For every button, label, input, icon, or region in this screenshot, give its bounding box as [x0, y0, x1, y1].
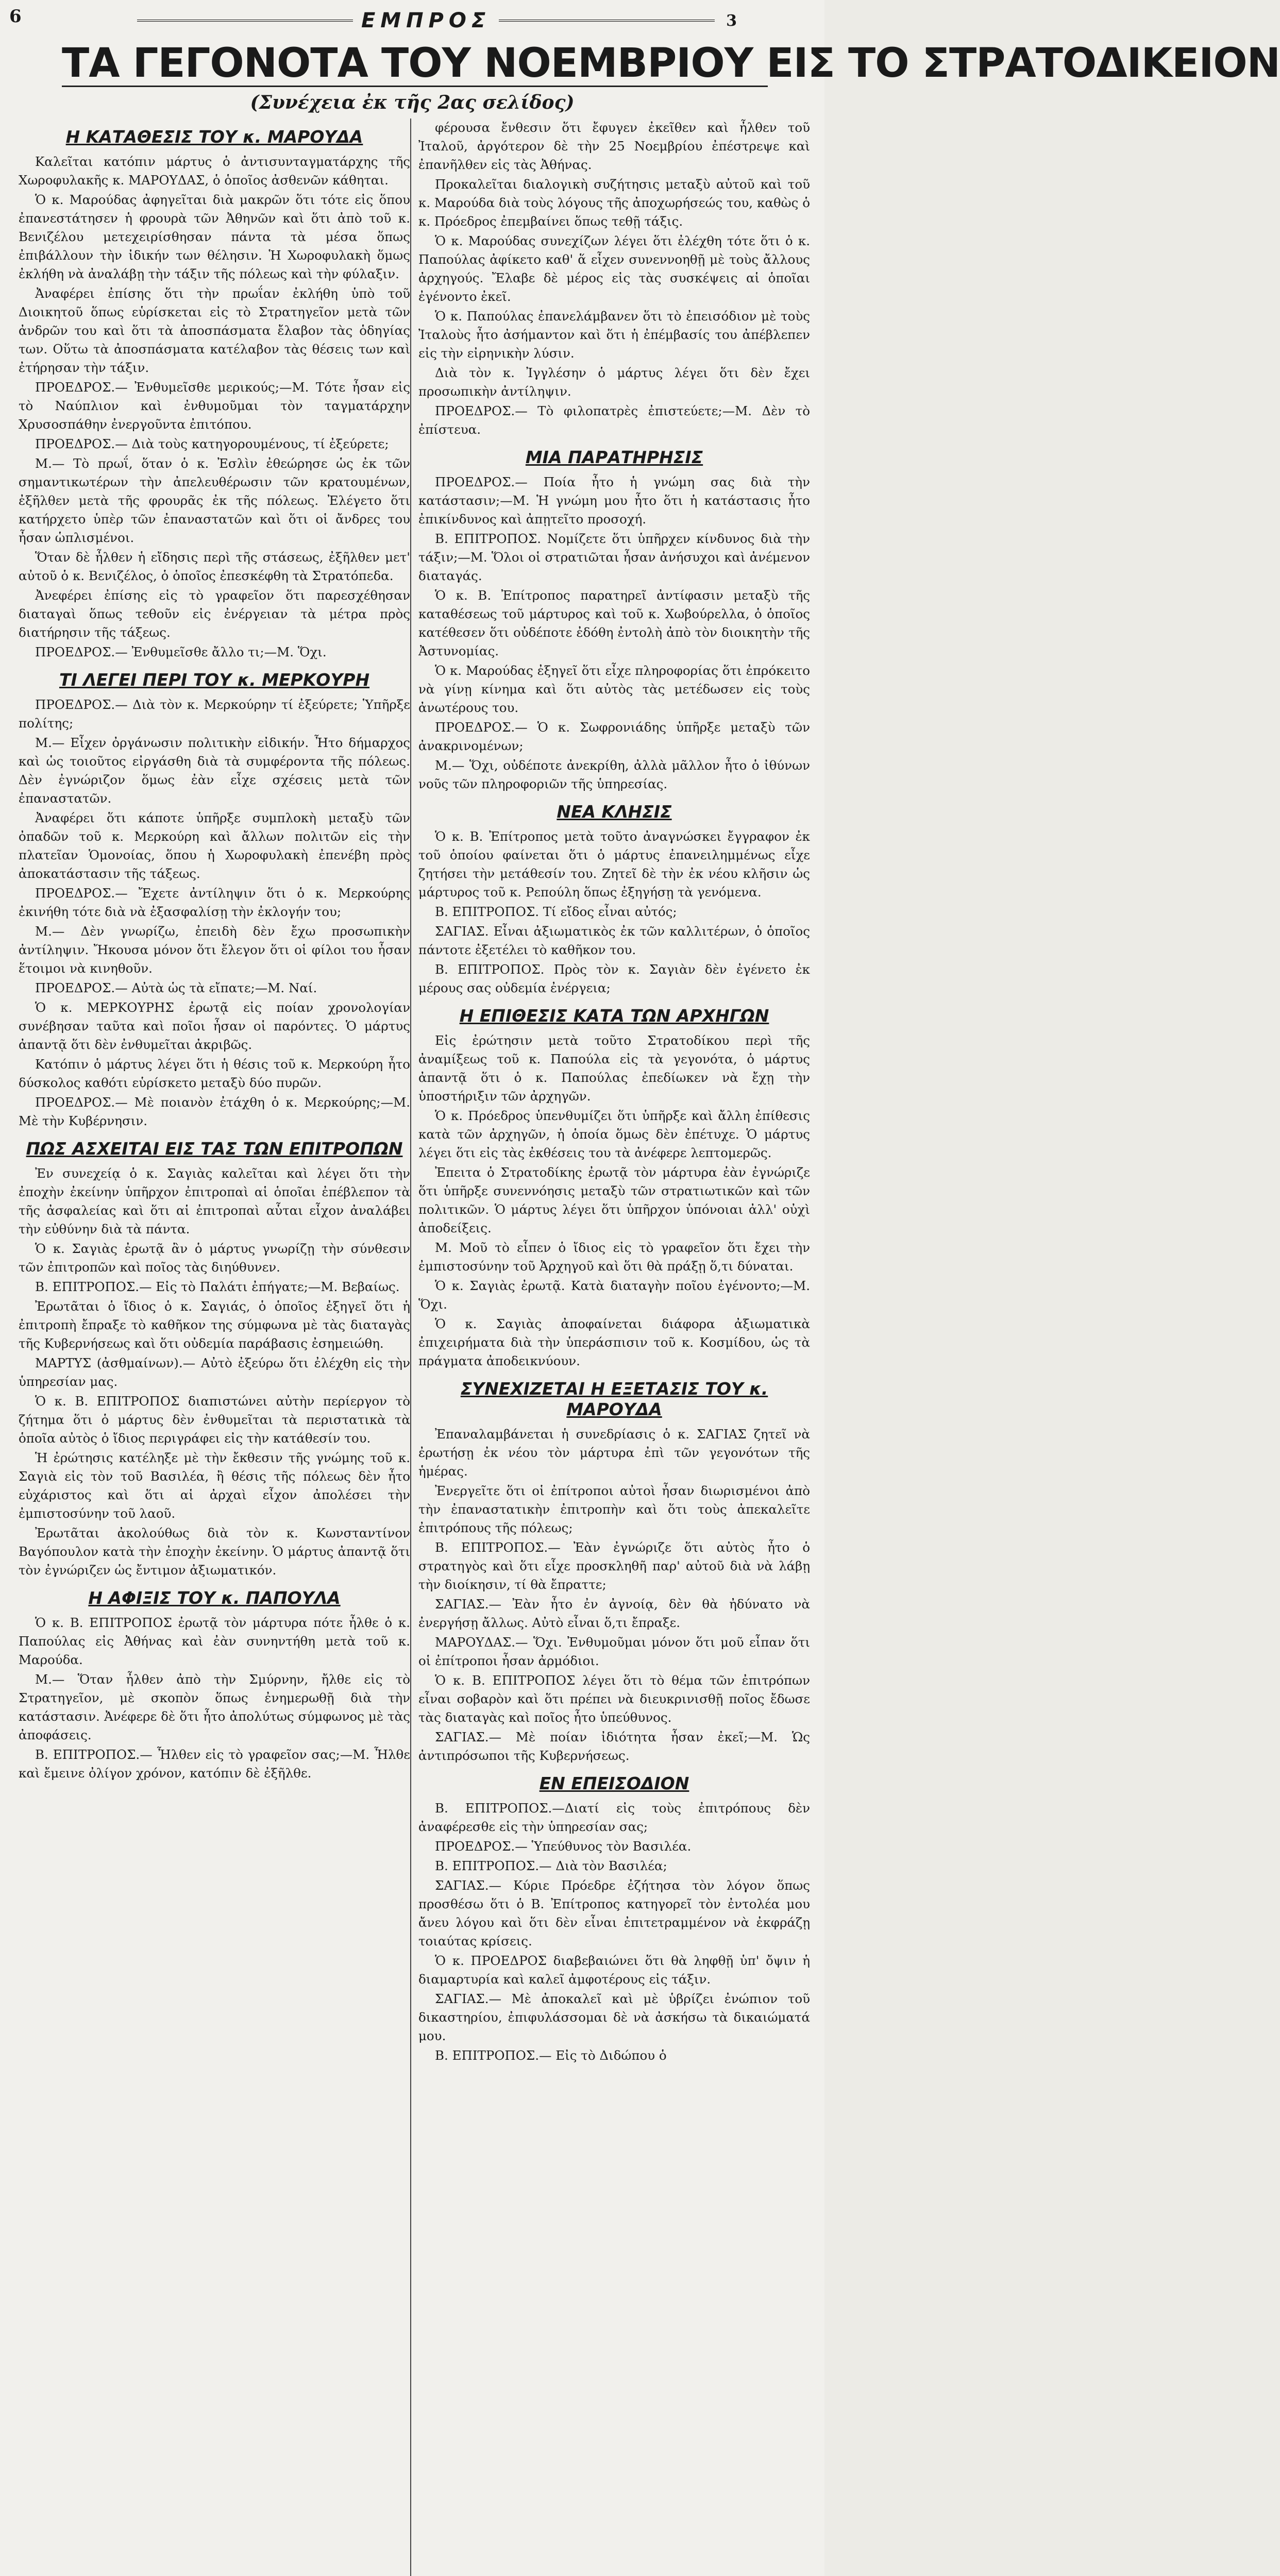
article-paragraph: Ὁ κ. Β. Ἐπίτροπος παρατηρεῖ ἀντίφασιν μεταξὺ τῆς καταθέσεως τοῦ μάρτυρος καὶ τοῦ κ. Χωβούρελλα, ὁ ὁποῖος κατέθεσεν ὅτι οὐδέποτε ἐδόθη ἐντολὴ ἀπὸ τὸν διοικητὴν τῆς Ἀστυνομίας. [418, 588, 810, 658]
article-paragraph: Β. ΕΠΙΤΡΟΠΟΣ.— Εἰς τὸ Διδώπου ὁ [435, 2048, 667, 2063]
article-paragraph: Ἐν συνεχείᾳ ὁ κ. Σαγιὰς καλεῖται καὶ λέγει ὅτι τὴν ἐποχὴν ἐκείνην ὑπῆρχον ἐπιτροπαὶ αἱ ὁποῖαι ἐπέβλεπον τὰ τῆς ἀσφαλείας καὶ ὅτι αἱ ἐπιτροπαὶ αὗται εἶχον ἀναλάβει τὴν εὐθύνην διὰ τὰ πάντα. [19, 1166, 410, 1236]
article-paragraph: Ὁ κ. Σαγιὰς ἀποφαίνεται διάφορα ἀξιωματικὰ ἐπιχειρήματα διὰ τὴν ὑπεράσπισιν τοῦ κ. Κοσμίδου, ὡς τὰ πράγματα ἀποδεικνύουν. [418, 1316, 810, 1368]
article-paragraph: Β. ΕΠΙΤΡΟΠΟΣ.— Ἐὰν ἐγνώριζε ὅτι αὐτὸς ἦτο ὁ στρατηγὸς καὶ ὅτι εἶχε προσκληθῆ παρ' αὐτοῦ διὰ νὰ λάβῃ τὴν διοίκησιν, τί θὰ ἔπραττε; [418, 1540, 810, 1592]
article-paragraph: Β. ΕΠΙΤΡΟΠΟΣ.— Διὰ τὸν Βασιλέα; [435, 1858, 667, 1873]
article-paragraph: Ὁ κ. Πρόεδρος ὑπενθυμίζει ὅτι ὑπῆρξε καὶ ἄλλη ἐπίθεσις κατὰ τῶν ἀρχηγῶν, ἡ ὁποία ὅμως δὲν ἐπέτυχε. Ὁ μάρτυς λέγει ὅτι εἰς τὰς ἐκθέσεις του τὰ ἀνέφερε λεπτομερῶς. [418, 1108, 810, 1160]
article-paragraph: φέρουσα ἔνθεσιν ὅτι ἔφυγεν ἐκεῖθεν καὶ ἦλθεν τοῦ Ἰταλοῦ, ἀργότερον δὲ τὴν 25 Νοεμβρίου ἐπέστρεψε καὶ ἐπανῆλθεν εἰς τὰς Ἀθήνας. [418, 120, 810, 172]
article-paragraph: ΜΑΡΟΥΔΑΣ.— Ὅχι. Ἐνθυμοῦμαι μόνον ὅτι μοῦ εἶπαν ὅτι οἱ ἐπίτροποι ἦσαν ἀρμόδιοι. [418, 1635, 810, 1668]
article-paragraph: Μ.— Ὅχι, οὐδέποτε ἀνεκρίθη, ἀλλὰ μᾶλλον ἦτο ὁ ἰθύνων νοῦς τῶν πληροφοριῶν τῆς ὑπηρεσίας. [418, 758, 810, 791]
article-paragraph: Β. ΕΠΙΤΡΟΠΟΣ.— Ἦλθεν εἰς τὸ γραφεῖον σας;—Μ. Ἦλθε καὶ ἔμεινε ὀλίγον χρόνον, κατόπιν δὲ ἐξῆλθε. [19, 1747, 410, 1781]
article-paragraph: ΣΑΓΙΑΣ.— Ἐὰν ἦτο ἐν ἀγνοίᾳ, δὲν θὰ ἠδύνατο νὰ ἐνεργήσῃ ἄλλως. Αὐτὸ εἶναι ὅ,τι ἔπραξε. [418, 1597, 810, 1630]
left-column [19, 118, 410, 2576]
article-paragraph: ΠΡΟΕΔΡΟΣ.— Ἐνθυμεῖσθε ἄλλο τι;—Μ. Ὅχι. [35, 645, 327, 659]
article-paragraph: Ὁ κ. Μαρούδας ἐξηγεῖ ὅτι εἶχε πληροφορίας ὅτι ἐπρόκειτο νὰ γίνῃ κίνημα καὶ ὅτι αὐτὸς τὰς μετέδωσεν εἰς τοὺς ἀνωτέρους του. [418, 663, 810, 715]
article-paragraph: Μ.— Δὲν γνωρίζω, ἐπειδὴ δὲν ἔχω προσωπικὴν ἀντίληψιν. Ἤκουσα μόνον ὅτι ἔλεγον ὅτι οἱ φίλοι του ἦσαν ἕτοιμοι νὰ κινηθοῦν. [19, 924, 410, 976]
article-paragraph: Μ. Μοῦ τὸ εἶπεν ὁ ἴδιος εἰς τὸ γραφεῖον ὅτι ἔχει τὴν ἐμπιστοσύνην τοῦ Ἀρχηγοῦ καὶ ὅτι θὰ πράξῃ ὅ,τι δύναται. [418, 1240, 810, 1274]
page-mark: 6 [9, 6, 22, 27]
article-paragraph: Β. ΕΠΙΤΡΟΠΟΣ. Τί εἴδος εἶναι αὐτός; [435, 904, 677, 919]
masthead [129, 5, 737, 36]
masthead-rule-left [137, 20, 353, 22]
article-paragraph: ΣΑΓΙΑΣ. Εἶναι ἀξιωματικὸς ἐκ τῶν καλλιτέρων, ὁ ὁποῖος πάντοτε ἐξετέλει τὸ καθῆκον του. [418, 924, 810, 957]
article-paragraph: Ἐρωτᾶται ἀκολούθως διὰ τὸν κ. Κωνσταντίνον Βαγόπουλον κατὰ τὴν ἐποχὴν ἐκείνην. Ὁ μάρτυς ἀπαντᾷ ὅτι τὸν ἐγνώριζεν ὡς ἔντιμον ἀξιωματικόν. [19, 1526, 410, 1578]
section-heading: Η ΑΦΙΞΙΣ ΤΟΥ κ. ΠΑΠΟΥΛΑ [88, 1588, 341, 1608]
article-paragraph: Ὁ κ. Β. ΕΠΙΤΡΟΠΟΣ λέγει ὅτι τὸ θέμα τῶν ἐπιτρόπων εἶναι σοβαρὸν καὶ ὅτι πρέπει νὰ διευκρινισθῇ ποῖος ἔδωσε τὰς διαταγὰς καὶ ποῖος ἦτο ὑπεύθυνος. [418, 1673, 810, 1725]
article-paragraph: Διὰ τὸν κ. Ἰγγλέσην ὁ μάρτυς λέγει ὅτι δὲν ἔχει προσωπικὴν ἀντίληψιν. [418, 365, 810, 399]
article-paragraph: Ἀναφέρει ὅτι κάποτε ὑπῆρξε συμπλοκὴ μεταξὺ τῶν ὀπαδῶν τοῦ κ. Μερκούρη καὶ ἄλλων πολιτῶν εἰς τὴν πλατεῖαν Ὁμονοίας, ὅπου ἡ Χωροφυλακὴ ἐπενέβη πρὸς ἀποκατάστασιν τῆς τάξεως. [19, 810, 410, 881]
article-paragraph: Καλεῖται κατόπιν μάρτυς ὁ ἀντισυνταγματάρχης τῆς Χωροφυλακῆς κ. ΜΑΡΟΥΔΑΣ, ὁ ὁποῖος ἀσθενῶν κάθηται. [19, 154, 410, 188]
article-paragraph: Κατόπιν ὁ μάρτυς λέγει ὅτι ἡ θέσις τοῦ κ. Μερκούρη ἦτο δύσκολος καθότι εὑρίσκετο μεταξὺ δύο πυρῶν. [19, 1057, 410, 1090]
article-paragraph: Ἐπειτα ὁ Στρατοδίκης ἐρωτᾷ τὸν μάρτυρα ἐὰν ἐγνώριζε ὅτι ὑπῆρξε συνεννόησις μεταξὺ τῶν στρατιωτικῶν καὶ τῶν πολιτικῶν. Ὁ μάρτυς λέγει ὅτι ὑπῆρχον ὑπόνοιαι ἀλλ' οὐχὶ ἀποδείξεις. [418, 1165, 810, 1235]
main-headline: ΤΑ ΓΕΓΟΝΟΤΑ ΤΟΥ ΝΟΕΜΒΡΙΟΥ ΕΙΣ ΤΟ ΣΤΡΑΤΟΔΙΚΕΙΟΝ [62, 40, 1280, 87]
article-paragraph: Ὁ κ. Σαγιὰς ἐρωτᾷ. Κατὰ διαταγὴν ποῖου ἐγένοντο;—Μ. Ὅχι. [418, 1278, 810, 1312]
article-paragraph: Ὁ κ. ΜΕΡΚΟΥΡΗΣ ἐρωτᾷ εἰς ποίαν χρονολογίαν συνέβησαν ταῦτα καὶ ποῖοι ἦσαν οἱ παρόντες. Ὁ μάρτυς ἀπαντᾷ ὅτι δὲν ἐνθυμεῖται ἀκριβῶς. [19, 1000, 410, 1052]
article-paragraph: Ὁ κ. Β. ΕΠΙΤΡΟΠΟΣ διαπιστώνει αὐτὴν περίεργον τὸ ζήτημα ὅτι ὁ μάρτυς δὲν ἐνθυμεῖται τὰ περιστατικὰ τὰ ὁποῖα αὐτὸς ὁ ἴδιος περιγράφει εἰς τὴν κατάθεσίν του. [19, 1394, 410, 1446]
article-paragraph: ΠΡΟΕΔΡΟΣ.— Ὑπεύθυνος τὸν Βασιλέα. [435, 1839, 692, 1854]
article-paragraph: Προκαλεῖται διαλογικὴ συζήτησις μεταξὺ αὐτοῦ καὶ τοῦ κ. Μαρούδα διὰ τοὺς λόγους τῆς ἀποχωρήσεώς του, καθὼς ὁ κ. Πρόεδρος ἐπεμβαίνει ὅπως τεθῇ τάξις. [418, 177, 810, 229]
article-paragraph: ΠΡΟΕΔΡΟΣ.— Ἐνθυμεῖσθε μερικούς;—Μ. Τότε ἦσαν εἰς τὸ Ναύπλιον καὶ ἐνθυμοῦμαι τὸν ταγματάρχην Χρυσοσπάθην ἐνεργοῦντα ἐπιτόπου. [19, 380, 410, 432]
article-paragraph: Ἀνεφέρει ἐπίσης εἰς τὸ γραφεῖον ὅτι παρεσχέθησαν διαταγαὶ ὅπως τεθοῦν εἰς ἐνέργειαν τὰ μέτρα πρὸς διατήρησιν τῆς τάξεως. [19, 588, 410, 640]
article-paragraph: ΠΡΟΕΔΡΟΣ.— Μὲ ποιανὸν ἐτάχθη ὁ κ. Μερκούρης;—Μ. Μὲ τὴν Κυβέρνησιν. [19, 1095, 410, 1128]
section-heading: Η ΚΑΤΑΘΕΣΙΣ ΤΟΥ κ. ΜΑΡΟΥΔΑ [65, 127, 363, 147]
right-column [418, 118, 810, 2576]
article-paragraph: Ὁ κ. Β. ΕΠΙΤΡΟΠΟΣ ἐρωτᾷ τὸν μάρτυρα πότε ἦλθε ὁ κ. Παπούλας εἰς Ἀθήνας καὶ ἐὰν συνηντήθη μετὰ τοῦ κ. Μαρούδα. [19, 1615, 410, 1667]
section-heading: ΕΝ ΕΠΕΙΣΟΔΙΟΝ [539, 1773, 689, 1793]
article-paragraph: Ἡ ἐρώτησις κατέληξε μὲ τὴν ἔκθεσιν τῆς γνώμης τοῦ κ. Σαγιὰ εἰς τὸν τοῦ Βασιλέα, ἢ θέσις τῆς πόλεως δὲν ἦτο εὐχάριστος καὶ ὅτι αἱ ἀρχαὶ εἶχον ἀπολέσει τὴν ἐμπιστοσύνην τοῦ λαοῦ. [19, 1450, 410, 1521]
article-paragraph: ΠΡΟΕΔΡΟΣ.— Αὐτὰ ὡς τὰ εἴπατε;—Μ. Ναί. [35, 980, 317, 995]
article-paragraph: ΣΑΓΙΑΣ.— Μὲ ἀποκαλεῖ καὶ μὲ ὑβρίζει ἐνώπιον τοῦ δικαστηρίου, ἐπιφυλάσσομαι δὲ νὰ ἀσκήσω τὰ δικαιώματά μου. [418, 1991, 810, 2043]
section-heading: ΜΙΑ ΠΑΡΑΤΗΡΗΣΙΣ [525, 447, 703, 467]
article-paragraph: Β. ΕΠΙΤΡΟΠΟΣ.— Εἰς τὸ Παλάτι ἐπήγατε;—Μ. Βεβαίως. [35, 1279, 400, 1294]
column-divider [410, 118, 411, 2576]
article-paragraph: Ὁ κ. Παπούλας ἐπανελάμβανεν ὅτι τὸ ἐπεισόδιον μὲ τοὺς Ἰταλοὺς ἦτο ἀσήμαντον καὶ ὅτι ἡ ἐπέμβασίς του ἀπέβλεπεν εἰς τὴν εἰρηνικὴν λύσιν. [418, 309, 810, 361]
article-paragraph: ΠΡΟΕΔΡΟΣ.— Ἔχετε ἀντίληψιν ὅτι ὁ κ. Μερκούρης ἐκινήθη τότε διὰ νὰ ἐξασφαλίσῃ τὴν ἐκλογήν του; [19, 886, 410, 919]
page-number: 3 [726, 11, 737, 30]
article-paragraph: Β. ΕΠΙΤΡΟΠΟΣ. Πρὸς τὸν κ. Σαγιὰν δὲν ἐγένετο ἐκ μέρους σας οὐδεμία ἐνέργεια; [418, 962, 810, 995]
masthead-rule-right [499, 20, 715, 22]
article-paragraph: ΣΑΓΙΑΣ.— Κύριε Πρόεδρε ἐζήτησα τὸν λόγον ὅπως προσθέσω ὅτι ὁ Β. Ἐπίτροπος κατηγορεῖ τὸν ἐντολέα μου ἄνευ λόγου καὶ ὅτι δὲν εἶναι ἐπιτετραμμένον νὰ ἐκφράζῃ τοιαύτας κρίσεις. [418, 1878, 810, 1948]
article-paragraph: ΜΑΡΤΥΣ (ἀσθμαίνων).— Αὐτὸ ἐξεύρω ὅτι ἐλέχθη εἰς τὴν ὑπηρεσίαν μας. [19, 1355, 410, 1389]
article-paragraph: Μ.— Τὸ πρωΐ, ὅταν ὁ κ. Ἐσλὶν ἐθεώρησε ὡς ἐκ τῶν σημαντικωτέρων τὴν ἀπελευθέρωσιν τῶν κρατουμένων, ἐξῆλθεν μετὰ τῆς φρουρᾶς ἐκ τῆς πόλεως. Ἐλέγετο ὅτι κατήρχετο ὑπὲρ τῶν ἐπαναστατῶν καὶ ὅτι οἱ ἄνδρες του ἦσαν ὡπλισμένοι. [19, 456, 410, 545]
article-paragraph: ΠΡΟΕΔΡΟΣ.— Ποία ἦτο ἡ γνώμη σας διὰ τὴν κατάστασιν;—Μ. Ἡ γνώμη μου ἦτο ὅτι ἡ κατάστασις ἦτο ἐπικίνδυνος καὶ ἀπῃτεῖτο προσοχή. [418, 474, 810, 527]
article-paragraph: ΠΡΟΕΔΡΟΣ.— Διὰ τὸν κ. Μερκούρην τί ἐξεύρετε; Ὑπῆρξε πολίτης; [19, 697, 410, 731]
article-paragraph: Ἐπαναλαμβάνεται ἡ συνεδρίασις ὁ κ. ΣΑΓΙΑΣ ζητεῖ νὰ ἐρωτήσῃ ἐκ νέου τὸν μάρτυρα ἐπὶ τῶν γεγονότων τῆς ἡμέρας. [418, 1427, 810, 1479]
article-paragraph: Ὅταν δὲ ἦλθεν ἡ εἴδησις περὶ τῆς στάσεως, ἐξῆλθεν μετ' αὐτοῦ ὁ κ. Βενιζέλος, ὁ ὁποῖος ἐπεσκέφθη τὰ Στρατόπεδα. [19, 550, 410, 583]
article-paragraph: ΠΡΟΕΔΡΟΣ.— Ὁ κ. Σωφρονιάδης ὑπῆρξε μεταξὺ τῶν ἀνακρινομένων; [418, 720, 810, 753]
section-heading: ΣΥΝΕΧΙΖΕΤΑΙ Η ΕΞΕΤΑΣΙΣ ΤΟΥ κ. ΜΑΡΟΥΔΑ [460, 1379, 768, 1419]
continuation-subtitle: (Συνέχεια ἐκ τῆς 2ας σελίδος) [250, 92, 575, 113]
article-paragraph: ΠΡΟΕΔΡΟΣ.— Διὰ τοὺς κατηγορουμένους, τί ἐξεύρετε; [35, 436, 389, 451]
article-paragraph: Ὁ κ. Σαγιὰς ἐρωτᾷ ἂν ὁ μάρτυς γνωρίζῃ τὴν σύνθεσιν τῶν ἐπιτροπῶν καὶ ποῖος τὰς διηύθυνεν. [19, 1241, 410, 1275]
article-paragraph: Μ.— Ὅταν ἦλθεν ἀπὸ τὴν Σμύρνην, ἤλθε εἰς τὸ Στρατηγεῖον, μὲ σκοπὸν ὅπως ἐνημερωθῇ διὰ τὴν κατάστασιν. Ἀνέφερε δὲ ὅτι ἦτο ἀπολύτως σύμφωνος μὲ τὰς ἀποφάσεις. [19, 1672, 410, 1742]
article-paragraph: Εἰς ἐρώτησιν μετὰ τοῦτο Στρατοδίκου περὶ τῆς ἀναμίξεως τοῦ κ. Παπούλα εἰς τὰ γεγονότα, ὁ μάρτυς ἀπαντᾷ ὅτι ὁ κ. Παπούλας ἐπεδίωκεν νὰ ἔχῃ τὴν ὑποστήριξιν τῶν ἀρχηγῶν. [418, 1033, 810, 1104]
article-paragraph: Β. ΕΠΙΤΡΟΠΟΣ. Νομίζετε ὅτι ὑπῆρχεν κίνδυνος διὰ τὴν τάξιν;—Μ. Ὅλοι οἱ στρατιῶται ἦσαν ἀνήσυχοι καὶ ἀνέμενον διαταγάς. [418, 531, 810, 583]
article-paragraph: Μ.— Εἶχεν ὀργάνωσιν πολιτικὴν εἰδικήν. Ἦτο δήμαρχος καὶ ὡς τοιοῦτος εἰργάσθη διὰ τὰ συμφέροντα τῆς πόλεως. Δὲν ἐγνώριζον ὅμως ἐὰν εἶχε σχέσεις μετὰ τῶν ἐπαναστατῶν. [19, 735, 410, 806]
article-paragraph: Β. ΕΠΙΤΡΟΠΟΣ.—Διατί εἰς τοὺς ἐπιτρόπους δὲν ἀναφέρεσθε εἰς τὴν ὑπηρεσίαν σας; [418, 1801, 810, 1834]
article-paragraph: Ὁ κ. Μαρούδας ἀφηγεῖται διὰ μακρῶν ὅτι τότε εἰς ὅπου ἐπανεστάτησεν ἡ φρουρὰ τῶν Ἀθηνῶν καὶ ὅτι ἀπὸ τοῦ κ. Βενιζέλου μετεχειρίσθησαν πάντα τὰ μέσα ὅπως ἐπιβάλλουν τὴν ἰδικήν των θέλησιν. Ἡ Χωροφυλακὴ ὅμως ἐκλήθη νὰ ἀναλάβῃ τὴν τάξιν τῆς πόλεως καὶ τὴν φύλαξιν. [19, 192, 410, 281]
section-heading: ΠΩΣ ΑΣΧΕΙΤΑΙ ΕΙΣ ΤΑΣ ΤΩΝ ΕΠΙΤΡΟΠΩΝ [26, 1139, 403, 1159]
article-paragraph: Ὁ κ. ΠΡΟΕΔΡΟΣ διαβεβαιώνει ὅτι θὰ ληφθῇ ὑπ' ὄψιν ἡ διαμαρτυρία καὶ καλεῖ ἀμφοτέρους εἰς τάξιν. [418, 1953, 810, 1987]
section-heading: Η ΕΠΙΘΕΣΙΣ ΚΑΤΑ ΤΩΝ ΑΡΧΗΓΩΝ [459, 1006, 769, 1026]
article-paragraph: Ἀναφέρει ἐπίσης ὅτι τὴν πρωΐαν ἐκλήθη ὑπὸ τοῦ Διοικητοῦ ὅπως εὑρίσκεται εἰς τὸ Στρατηγεῖον μετὰ τῶν ἀνδρῶν του καὶ ὅτι τὰ ἀποσπάσματα ἔλαβον τὰς ὁδηγίας των. Οὕτω τὰ ἀποσπάσματα κατέλαβον τὰς θέσεις των καὶ ἐτήρησαν τὴν τάξιν. [19, 286, 410, 375]
section-heading: ΝΕΑ ΚΛΗΣΙΣ [557, 802, 672, 822]
article-paragraph: Ὁ κ. Μαρούδας συνεχίζων λέγει ὅτι ἐλέχθη τότε ὅτι ὁ κ. Παπούλας ἀφίκετο καθ' ἅ εἶχεν συνεννοηθῇ μὲ τοὺς ἄλλους ἀρχηγούς. Ἔλαβε δὲ μέρος εἰς τὰς συσκέψεις αἱ ὁποῖαι ἐγένοντο ἐκεῖ. [418, 233, 810, 304]
article-paragraph: ΣΑΓΙΑΣ.— Μὲ ποίαν ἰδιότητα ἦσαν ἐκεῖ;—Μ. Ὡς ἀντιπρόσωποι τῆς Κυβερνήσεως. [418, 1730, 810, 1763]
article-paragraph: ΠΡΟΕΔΡΟΣ.— Τὸ φιλοπατρὲς ἐπιστεύετε;—Μ. Δὲν τὸ ἐπίστευα. [418, 403, 810, 437]
article-paragraph: Ὁ κ. Β. Ἐπίτροπος μετὰ τοῦτο ἀναγνώσκει ἔγγραφον ἐκ τοῦ ὁποίου φαίνεται ὅτι ὁ μάρτυς ἐπανειλημμένως εἶχε ζητήσει τὴν μετάθεσίν του. Ζητεῖ δὲ τὴν ἐκ νέου κλῆσιν ὡς μάρτυρος τοῦ κ. Ρεπούλη ὅπως ἐξηγήσῃ τὰ γενόμενα. [418, 829, 810, 900]
article-paragraph: Ἐρωτᾶται ὁ ἴδιος ὁ κ. Σαγιάς, ὁ ὁποῖος ἐξηγεῖ ὅτι ἡ ἐπιτροπὴ ἔπραξε τὸ καθῆκον της σύμφωνα μὲ τὰς διαταγὰς τῆς Κυβερνήσεως καὶ ὅτι οὐδεμία παράβασις ἐσημειώθη. [19, 1299, 410, 1351]
newspaper-name: ΕΜΠΡΟΣ [361, 9, 491, 32]
section-heading: ΤΙ ΛΕΓΕΙ ΠΕΡΙ ΤΟΥ κ. ΜΕΡΚΟΥΡΗ [59, 670, 370, 690]
article-paragraph: Ἐνεργεῖτε ὅτι οἱ ἐπίτροποι αὐτοὶ ἦσαν διωρισμένοι ἀπὸ τὴν ἐπαναστατικὴν ἐπιτροπὴν καὶ ὅτι τοὺς ἀπεκαλεῖτε ἐπιτρόπους τῆς πόλεως; [418, 1483, 810, 1535]
